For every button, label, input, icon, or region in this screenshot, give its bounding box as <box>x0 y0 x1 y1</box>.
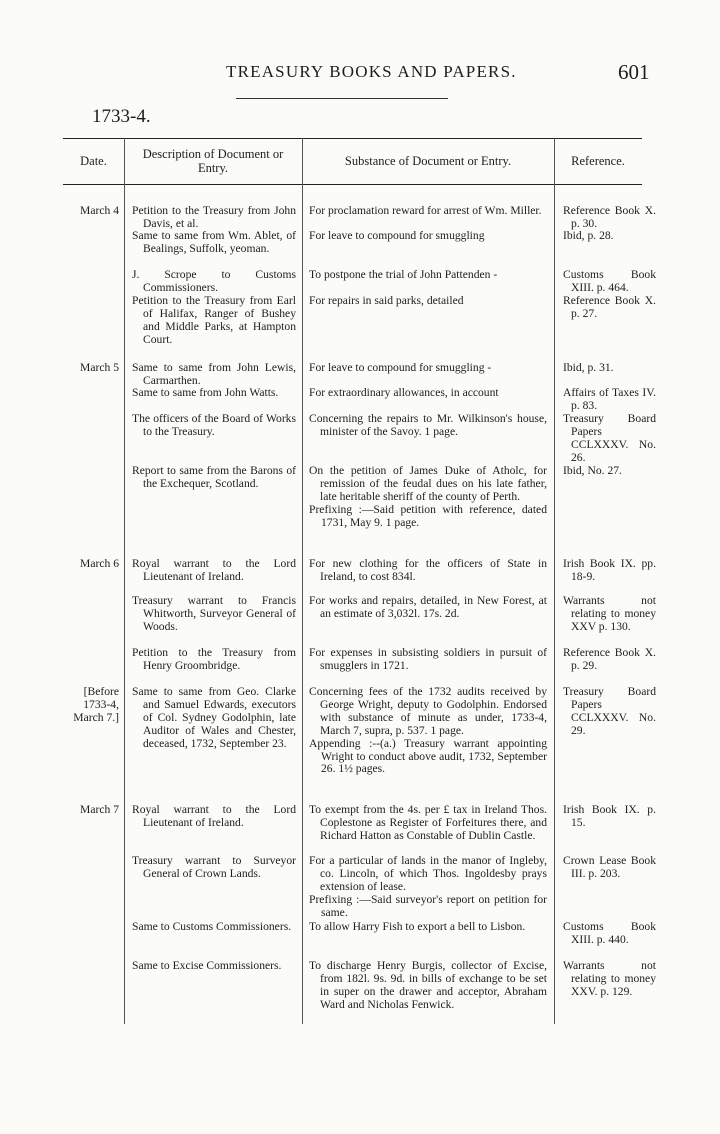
entry-substance: For repairs in said parks, detailed <box>309 294 464 307</box>
column-header-description: Description of Document or Entry. <box>142 147 284 175</box>
entry-substance: To exempt from the 4s. per £ tax in Ireland Thos. Coplestone as Register of Forfeitures there, and Richard Hatton as Constable of Dublin Castle. <box>309 803 547 842</box>
entry-substance: For leave to compound for smuggling <box>309 229 485 242</box>
entry-substance: Concerning the repairs to Mr. Wilkinson's house, minister of the Savoy. 1 page. <box>309 412 547 438</box>
entry-substance: On the petition of James Duke of Atholc, for remission of the feudal dues on his late father, late heritable sheriff of the county of Perth. Prefixing :—Said petition with reference, dated 1731, May 9. 1 page. <box>309 464 547 529</box>
entry-substance: To allow Harry Fish to export a bell to Lisbon. <box>309 920 526 933</box>
entry-description: Report to same from the Barons of the Exchequer, Scotland. <box>132 464 296 490</box>
entry-substance: For a particular of lands in the manor of Ingleby, co. Lincoln, of which Thos. Ingoldesby prays extension of lease. Prefixing :—Said surveyor's report on petition for same. <box>309 854 547 919</box>
entry-substance: For leave to compound for smuggling - <box>309 361 492 374</box>
entry-description: J. Scrope to Customs Commissioners. <box>132 268 296 294</box>
running-title: TREASURY BOOKS AND PAPERS. <box>226 62 517 81</box>
entry-reference: Customs Book XIII. p. 464. <box>563 268 656 294</box>
entry-date: March 4 <box>80 204 119 217</box>
entry-reference: Ibid, p. 31. <box>563 361 614 374</box>
year-heading: 1733-4. <box>92 106 151 127</box>
entry-reference: Affairs of Taxes IV. p. 83. <box>563 386 656 412</box>
entry-reference: Crown Lease Book III. p. 203. <box>563 854 656 880</box>
entry-substance: Concerning fees of the 1732 audits received by George Wright, deputy to Godolphin. Endorsed with substance of minute as under, 1733-4, March 7, supra, p. 537. 1 page. Appending :--(a.) Treasury warrant appointing Wright to conduct above audit, 1732, September 26. 1½ pages. <box>309 685 547 776</box>
entry-description: Same to same from Wm. Ablet, of Bealings, Suffolk, yeoman. <box>132 229 296 255</box>
column-header-substance: Substance of Document or Entry. <box>344 154 512 168</box>
entry-substance: For extraordinary allowances, in account <box>309 386 499 399</box>
entry-description: Petition to the Treasury from John Davis, et al. <box>132 204 296 230</box>
entry-description: Petition to the Treasury from Henry Groombridge. <box>132 646 296 672</box>
entry-reference: Treasury Board Papers CCLXXXV. No. 29. <box>563 685 656 737</box>
entry-date: March 6 <box>80 557 119 570</box>
entry-reference: Treasury Board Papers CCLXXXV. No. 26. <box>563 412 656 464</box>
column-divider <box>124 138 125 1024</box>
entry-description: The officers of the Board of Works to the Treasury. <box>132 412 296 438</box>
entry-description: Same to Excise Commissioners. <box>132 959 282 972</box>
entry-substance: For proclamation reward for arrest of Wm. Miller. <box>309 204 542 217</box>
entry-reference: Reference Book X. p. 27. <box>563 294 656 320</box>
entry-reference: Customs Book XIII. p. 440. <box>563 920 656 946</box>
entry-substance: For works and repairs, detailed, in New Forest, at an estimate of 3,032l. 17s. 2d. <box>309 594 547 620</box>
entry-description: Treasury warrant to Francis Whitworth, Surveyor General of Woods. <box>132 594 296 633</box>
page-number: 601 <box>618 60 650 84</box>
page-header <box>0 60 720 90</box>
table-header-rule <box>63 184 642 185</box>
entry-reference: Irish Book IX. pp. 18-9. <box>563 557 656 583</box>
entry-reference: Warrants not relating to money XXV. p. 129. <box>563 959 656 998</box>
entry-date: March 5 <box>80 361 119 374</box>
entry-description: Same to same from John Watts. <box>132 386 279 399</box>
entry-reference: Reference Book X. p. 29. <box>563 646 656 672</box>
entry-substance: To discharge Henry Burgis, collector of Excise, from 182l. 9s. 9d. in bills of exchange to be set in super on the drawer and acceptor, Abraham Ward and Nicholas Fenwick. <box>309 959 547 1011</box>
entry-reference: Ibid, p. 28. <box>563 229 614 242</box>
entry-reference: Reference Book X. p. 30. <box>563 204 656 230</box>
entry-reference: Warrants not relating to money XXV p. 130. <box>563 594 656 633</box>
header-rule <box>236 98 448 99</box>
entry-reference: Irish Book IX. p. 15. <box>563 803 656 829</box>
entry-reference: Ibid, No. 27. <box>563 464 622 477</box>
entry-description: Same to Customs Commissioners. <box>132 920 292 933</box>
entry-substance: To postpone the trial of John Pattenden - <box>309 268 498 281</box>
entry-description: Royal warrant to the Lord Lieutenant of Ireland. <box>132 557 296 583</box>
column-divider <box>554 138 555 1024</box>
entry-description: Royal warrant to the Lord Lieutenant of Ireland. <box>132 803 296 829</box>
entry-description: Same to same from John Lewis, Carmarthen. <box>132 361 296 387</box>
entry-description: Petition to the Treasury from Earl of Halifax, Ranger of Bushey and Middle Parks, at Hampton Court. <box>132 294 296 346</box>
entry-description: Same to same from Geo. Clarke and Samuel Edwards, executors of Col. Sydney Godolphin, late Auditor of Wales and Chester, deceased, 1732, September 23. <box>132 685 296 750</box>
entry-substance: For expenses in subsisting soldiers in pursuit of smugglers in 1721. <box>309 646 547 672</box>
records-table <box>63 138 656 1024</box>
column-divider <box>302 138 303 1024</box>
entry-substance: For new clothing for the officers of State in Ireland, to cost 834l. <box>309 557 547 583</box>
column-header-date: Date. <box>80 154 107 168</box>
entry-date: [Before 1733-4, March 7.] <box>73 685 119 724</box>
entry-date: March 7 <box>80 803 119 816</box>
column-header-reference: Reference. <box>571 154 625 168</box>
entry-description: Treasury warrant to Surveyor General of Crown Lands. <box>132 854 296 880</box>
